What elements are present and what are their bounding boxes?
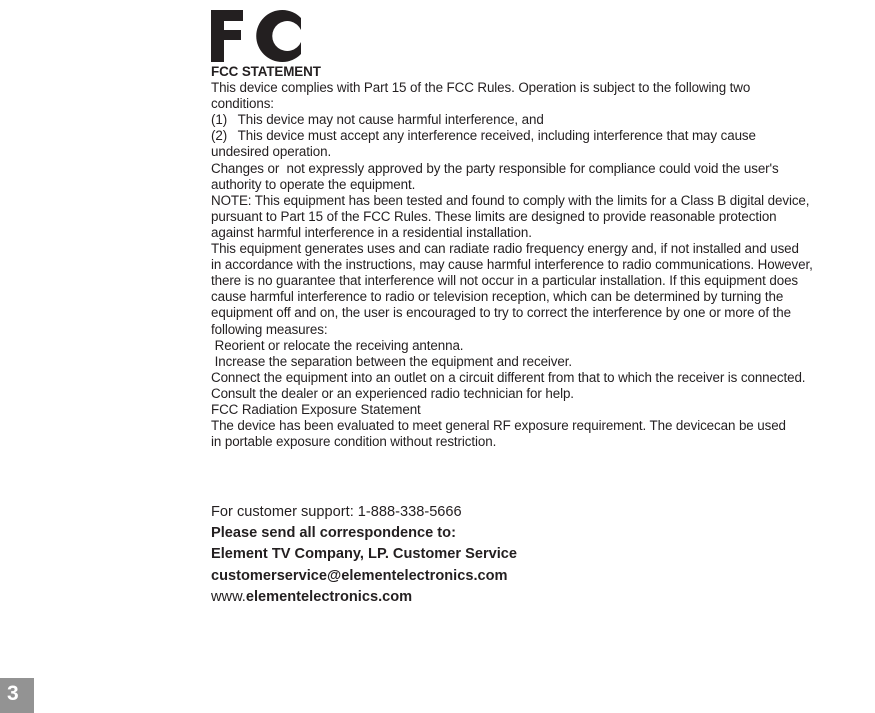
statement-line: there is no guarantee that interference will not occur in a particular installation. If this equipment does <box>211 273 799 289</box>
statement-line: The device has been evaluated to meet general RF exposure requirement. The devicecan be used <box>211 418 786 434</box>
statement-line: in portable exposure condition without restriction. <box>211 434 497 450</box>
website-prefix: www. <box>211 588 246 605</box>
statement-line: NOTE: This equipment has been tested and found to comply with the limits for a Class B digital device, <box>211 192 810 208</box>
statement-line: Changes or not expressly approved by the party responsible for compliance could void the user's <box>211 160 779 176</box>
statement-line: Consult the dealer or an experienced radio technician for help. <box>211 385 574 401</box>
statement-line: pursuant to Part 15 of the FCC Rules. These limits are designed to provide reasonable protection <box>211 208 777 224</box>
statement-line: This equipment generates uses and can radiate radio frequency energy and, if not installed and used <box>211 241 799 257</box>
statement-line: (1) This device may not cause harmful interference, and <box>211 112 544 128</box>
correspondence-label: Please send all correspondence to: <box>211 525 456 542</box>
fcc-statement-body <box>211 64 875 450</box>
statement-line: (2) This device must accept any interference received, including interference that may cause <box>211 128 756 144</box>
statement-line: equipment off and on, the user is encouraged to try to correct the interference by one or more of the <box>211 305 791 321</box>
statement-line: following measures: <box>211 321 328 337</box>
statement-line: Increase the separation between the equipment and receiver. <box>211 353 572 369</box>
statement-line: authority to operate the equipment. <box>211 176 416 192</box>
statement-line: This device complies with Part 15 of the FCC Rules. Operation is subject to the following two <box>211 80 751 96</box>
statement-line: in accordance with the instructions, may cause harmful interference to radio communications. However, <box>211 257 813 273</box>
statement-line: undesired operation. <box>211 144 332 160</box>
statement-line: Reorient or relocate the receiving antenna. <box>211 337 464 353</box>
page-number-badge <box>0 678 34 713</box>
statement-line: FCC Radiation Exposure Statement <box>211 401 421 417</box>
fcc-logo <box>209 8 305 64</box>
support-email: customerservice@elementelectronics.com <box>211 567 508 584</box>
website-domain: elementelectronics.com <box>245 588 413 605</box>
statement-line: cause harmful interference to radio or television reception, which can be determined by turning the <box>211 289 784 305</box>
statement-line: against harmful interference in a residential installation. <box>211 224 532 240</box>
statement-line: Connect the equipment into an outlet on a circuit different from that to which the receiver is connected. <box>211 369 806 385</box>
page-number-label: 3 <box>7 682 19 705</box>
company-name: Element TV Company, LP. Customer Service <box>211 546 518 563</box>
customer-support-block <box>211 502 711 608</box>
support-website <box>211 587 711 608</box>
fcc-statement-heading: FCC STATEMENT <box>211 64 321 79</box>
support-phone-line: For customer support: 1-888-338-5666 <box>211 504 462 520</box>
statement-line: conditions: <box>211 96 274 112</box>
